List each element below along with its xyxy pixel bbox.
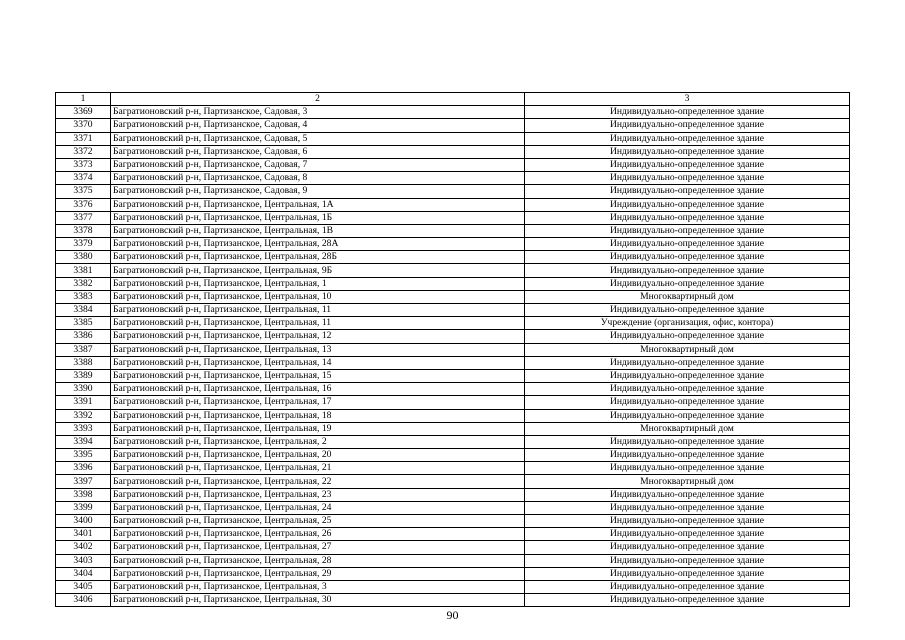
row-building-type-cell: Индивидуально-определенное здание bbox=[525, 145, 850, 158]
table-row bbox=[56, 251, 850, 264]
row-number-cell: 3381 bbox=[56, 264, 111, 277]
table-row bbox=[56, 290, 850, 303]
row-address-cell: Багратионовский р-н, Партизанское, Центральная, 28 bbox=[111, 554, 525, 567]
row-address-cell: Багратионовский р-н, Партизанское, Центральная, 12 bbox=[111, 330, 525, 343]
row-number-cell: 3394 bbox=[56, 435, 111, 448]
row-address-cell: Багратионовский р-н, Партизанское, Центральная, 20 bbox=[111, 449, 525, 462]
row-number-cell: 3390 bbox=[56, 383, 111, 396]
row-address-cell: Багратионовский р-н, Партизанское, Центральная, 22 bbox=[111, 475, 525, 488]
row-building-type-cell: Индивидуально-определенное здание bbox=[525, 515, 850, 528]
table-row bbox=[56, 132, 850, 145]
row-address-cell: Багратионовский р-н, Партизанское, Садовая, 7 bbox=[111, 158, 525, 171]
table-row bbox=[56, 172, 850, 185]
row-building-type-cell: Индивидуально-определенное здание bbox=[525, 330, 850, 343]
row-building-type-cell: Индивидуально-определенное здание bbox=[525, 251, 850, 264]
row-address-cell: Багратионовский р-н, Партизанское, Центральная, 15 bbox=[111, 369, 525, 382]
row-address-cell: Багратионовский р-н, Партизанское, Центральная, 11 bbox=[111, 304, 525, 317]
row-building-type-cell: Индивидуально-определенное здание bbox=[525, 185, 850, 198]
row-address-cell: Багратионовский р-н, Партизанское, Центральная, 24 bbox=[111, 501, 525, 514]
row-building-type-cell: Индивидуально-определенное здание bbox=[525, 383, 850, 396]
table-row bbox=[56, 356, 850, 369]
row-number-cell: 3393 bbox=[56, 422, 111, 435]
row-address-cell: Багратионовский р-н, Партизанское, Садовая, 4 bbox=[111, 119, 525, 132]
row-building-type-cell: Индивидуально-определенное здание bbox=[525, 396, 850, 409]
table-row bbox=[56, 304, 850, 317]
row-number-cell: 3377 bbox=[56, 211, 111, 224]
row-number-cell: 3388 bbox=[56, 356, 111, 369]
table-row bbox=[56, 224, 850, 237]
row-building-type-cell: Индивидуально-определенное здание bbox=[525, 528, 850, 541]
row-building-type-cell: Индивидуально-определенное здание bbox=[525, 277, 850, 290]
table-row bbox=[56, 264, 850, 277]
table-row bbox=[56, 145, 850, 158]
row-building-type-cell: Индивидуально-определенное здание bbox=[525, 449, 850, 462]
column-address-header: 2 bbox=[111, 93, 525, 106]
table-row bbox=[56, 449, 850, 462]
row-address-cell: Багратионовский р-н, Партизанское, Центральная, 27 bbox=[111, 541, 525, 554]
row-building-type-cell: Индивидуально-определенное здание bbox=[525, 409, 850, 422]
row-address-cell: Багратионовский р-н, Партизанское, Центральная, 25 bbox=[111, 515, 525, 528]
row-address-cell: Багратионовский р-н, Партизанское, Центральная, 1А bbox=[111, 198, 525, 211]
row-number-cell: 3397 bbox=[56, 475, 111, 488]
row-building-type-cell: Индивидуально-определенное здание bbox=[525, 172, 850, 185]
row-address-cell: Багратионовский р-н, Партизанское, Садовая, 8 bbox=[111, 172, 525, 185]
row-number-cell: 3380 bbox=[56, 251, 111, 264]
table-row bbox=[56, 185, 850, 198]
row-building-type-cell: Индивидуально-определенное здание bbox=[525, 501, 850, 514]
registry-table bbox=[55, 92, 850, 607]
row-number-cell: 3387 bbox=[56, 343, 111, 356]
row-address-cell: Багратионовский р-н, Партизанское, Центральная, 21 bbox=[111, 462, 525, 475]
table-row bbox=[56, 409, 850, 422]
row-building-type-cell: Индивидуально-определенное здание bbox=[525, 211, 850, 224]
row-address-cell: Багратионовский р-н, Партизанское, Центральная, 14 bbox=[111, 356, 525, 369]
row-address-cell: Багратионовский р-н, Партизанское, Центральная, 3 bbox=[111, 580, 525, 593]
row-building-type-cell: Индивидуально-определенное здание bbox=[525, 580, 850, 593]
table-row bbox=[56, 211, 850, 224]
table-row bbox=[56, 554, 850, 567]
row-address-cell: Багратионовский р-н, Партизанское, Центральная, 1 bbox=[111, 277, 525, 290]
row-building-type-cell: Индивидуально-определенное здание bbox=[525, 238, 850, 251]
row-address-cell: Багратионовский р-н, Партизанское, Садовая, 6 bbox=[111, 145, 525, 158]
row-address-cell: Багратионовский р-н, Партизанское, Центральная, 26 bbox=[111, 528, 525, 541]
table-row bbox=[56, 106, 850, 119]
row-number-cell: 3375 bbox=[56, 185, 111, 198]
row-number-cell: 3403 bbox=[56, 554, 111, 567]
row-number-cell: 3392 bbox=[56, 409, 111, 422]
row-building-type-cell: Индивидуально-определенное здание bbox=[525, 462, 850, 475]
row-address-cell: Багратионовский р-н, Партизанское, Центральная, 23 bbox=[111, 488, 525, 501]
row-building-type-cell: Индивидуально-определенное здание bbox=[525, 106, 850, 119]
row-building-type-cell: Индивидуально-определенное здание bbox=[525, 567, 850, 580]
row-building-type-cell: Учреждение (организация, офис, контора) bbox=[525, 317, 850, 330]
row-number-cell: 3396 bbox=[56, 462, 111, 475]
row-number-cell: 3405 bbox=[56, 580, 111, 593]
row-number-cell: 3378 bbox=[56, 224, 111, 237]
row-number-cell: 3395 bbox=[56, 449, 111, 462]
column-number-header: 1 bbox=[56, 93, 111, 106]
row-building-type-cell: Индивидуально-определенное здание bbox=[525, 554, 850, 567]
row-address-cell: Багратионовский р-н, Партизанское, Центральная, 1Б bbox=[111, 211, 525, 224]
row-building-type-cell: Индивидуально-определенное здание bbox=[525, 132, 850, 145]
row-address-cell: Багратионовский р-н, Партизанское, Центральная, 2 bbox=[111, 435, 525, 448]
table-row bbox=[56, 515, 850, 528]
table-row bbox=[56, 488, 850, 501]
row-address-cell: Багратионовский р-н, Партизанское, Центральная, 11 bbox=[111, 317, 525, 330]
row-number-cell: 3370 bbox=[56, 119, 111, 132]
table-row bbox=[56, 343, 850, 356]
row-address-cell: Багратионовский р-н, Партизанское, Центральная, 28Б bbox=[111, 251, 525, 264]
row-building-type-cell: Индивидуально-определенное здание bbox=[525, 541, 850, 554]
row-address-cell: Багратионовский р-н, Партизанское, Центральная, 28А bbox=[111, 238, 525, 251]
row-address-cell: Багратионовский р-н, Партизанское, Центральная, 13 bbox=[111, 343, 525, 356]
row-building-type-cell: Индивидуально-определенное здание bbox=[525, 369, 850, 382]
row-building-type-cell: Индивидуально-определенное здание bbox=[525, 594, 850, 607]
table-row bbox=[56, 158, 850, 171]
row-address-cell: Багратионовский р-н, Партизанское, Центральная, 29 bbox=[111, 567, 525, 580]
table-row bbox=[56, 580, 850, 593]
table-row bbox=[56, 594, 850, 607]
row-number-cell: 3376 bbox=[56, 198, 111, 211]
row-address-cell: Багратионовский р-н, Партизанское, Садовая, 9 bbox=[111, 185, 525, 198]
row-building-type-cell: Индивидуально-определенное здание bbox=[525, 435, 850, 448]
row-building-type-cell: Индивидуально-определенное здание bbox=[525, 304, 850, 317]
row-number-cell: 3389 bbox=[56, 369, 111, 382]
table-row bbox=[56, 369, 850, 382]
row-number-cell: 3398 bbox=[56, 488, 111, 501]
registry-table-body bbox=[56, 93, 850, 607]
table-row bbox=[56, 422, 850, 435]
table-header-row bbox=[56, 93, 850, 106]
table-row bbox=[56, 383, 850, 396]
row-number-cell: 3400 bbox=[56, 515, 111, 528]
table-row bbox=[56, 330, 850, 343]
row-address-cell: Багратионовский р-н, Партизанское, Садовая, 3 bbox=[111, 106, 525, 119]
row-building-type-cell: Индивидуально-определенное здание bbox=[525, 264, 850, 277]
row-building-type-cell: Индивидуально-определенное здание bbox=[525, 356, 850, 369]
row-building-type-cell: Индивидуально-определенное здание bbox=[525, 224, 850, 237]
row-building-type-cell: Многоквартирный дом bbox=[525, 343, 850, 356]
row-building-type-cell: Индивидуально-определенное здание bbox=[525, 119, 850, 132]
column-type-header: 3 bbox=[525, 93, 850, 106]
row-address-cell: Багратионовский р-н, Партизанское, Центральная, 1В bbox=[111, 224, 525, 237]
row-number-cell: 3399 bbox=[56, 501, 111, 514]
row-building-type-cell: Индивидуально-определенное здание bbox=[525, 158, 850, 171]
row-address-cell: Багратионовский р-н, Партизанское, Центральная, 16 bbox=[111, 383, 525, 396]
row-address-cell: Багратионовский р-н, Партизанское, Центральная, 19 bbox=[111, 422, 525, 435]
table-row bbox=[56, 198, 850, 211]
row-address-cell: Багратионовский р-н, Партизанское, Центральная, 10 bbox=[111, 290, 525, 303]
row-number-cell: 3372 bbox=[56, 145, 111, 158]
row-number-cell: 3391 bbox=[56, 396, 111, 409]
table-row bbox=[56, 119, 850, 132]
row-building-type-cell: Многоквартирный дом bbox=[525, 290, 850, 303]
table-row bbox=[56, 396, 850, 409]
row-building-type-cell: Многоквартирный дом bbox=[525, 475, 850, 488]
table-row bbox=[56, 435, 850, 448]
table-row bbox=[56, 475, 850, 488]
row-building-type-cell: Индивидуально-определенное здание bbox=[525, 198, 850, 211]
row-address-cell: Багратионовский р-н, Партизанское, Садовая, 5 bbox=[111, 132, 525, 145]
table-row bbox=[56, 317, 850, 330]
row-number-cell: 3373 bbox=[56, 158, 111, 171]
table-row bbox=[56, 541, 850, 554]
row-number-cell: 3382 bbox=[56, 277, 111, 290]
table-row bbox=[56, 567, 850, 580]
table-row bbox=[56, 277, 850, 290]
row-number-cell: 3404 bbox=[56, 567, 111, 580]
row-address-cell: Багратионовский р-н, Партизанское, Центральная, 18 bbox=[111, 409, 525, 422]
row-building-type-cell: Многоквартирный дом bbox=[525, 422, 850, 435]
row-number-cell: 3402 bbox=[56, 541, 111, 554]
row-number-cell: 3406 bbox=[56, 594, 111, 607]
table-row bbox=[56, 501, 850, 514]
table-row bbox=[56, 528, 850, 541]
row-address-cell: Багратионовский р-н, Партизанское, Центральная, 30 bbox=[111, 594, 525, 607]
row-address-cell: Багратионовский р-н, Партизанское, Центральная, 9Б bbox=[111, 264, 525, 277]
row-number-cell: 3371 bbox=[56, 132, 111, 145]
table-row bbox=[56, 462, 850, 475]
row-number-cell: 3379 bbox=[56, 238, 111, 251]
row-number-cell: 3383 bbox=[56, 290, 111, 303]
row-number-cell: 3401 bbox=[56, 528, 111, 541]
row-number-cell: 3385 bbox=[56, 317, 111, 330]
row-number-cell: 3384 bbox=[56, 304, 111, 317]
page-number: 90 bbox=[446, 608, 459, 622]
row-number-cell: 3369 bbox=[56, 106, 111, 119]
row-number-cell: 3386 bbox=[56, 330, 111, 343]
table-row bbox=[56, 238, 850, 251]
row-number-cell: 3374 bbox=[56, 172, 111, 185]
row-address-cell: Багратионовский р-н, Партизанское, Центральная, 17 bbox=[111, 396, 525, 409]
row-building-type-cell: Индивидуально-определенное здание bbox=[525, 488, 850, 501]
